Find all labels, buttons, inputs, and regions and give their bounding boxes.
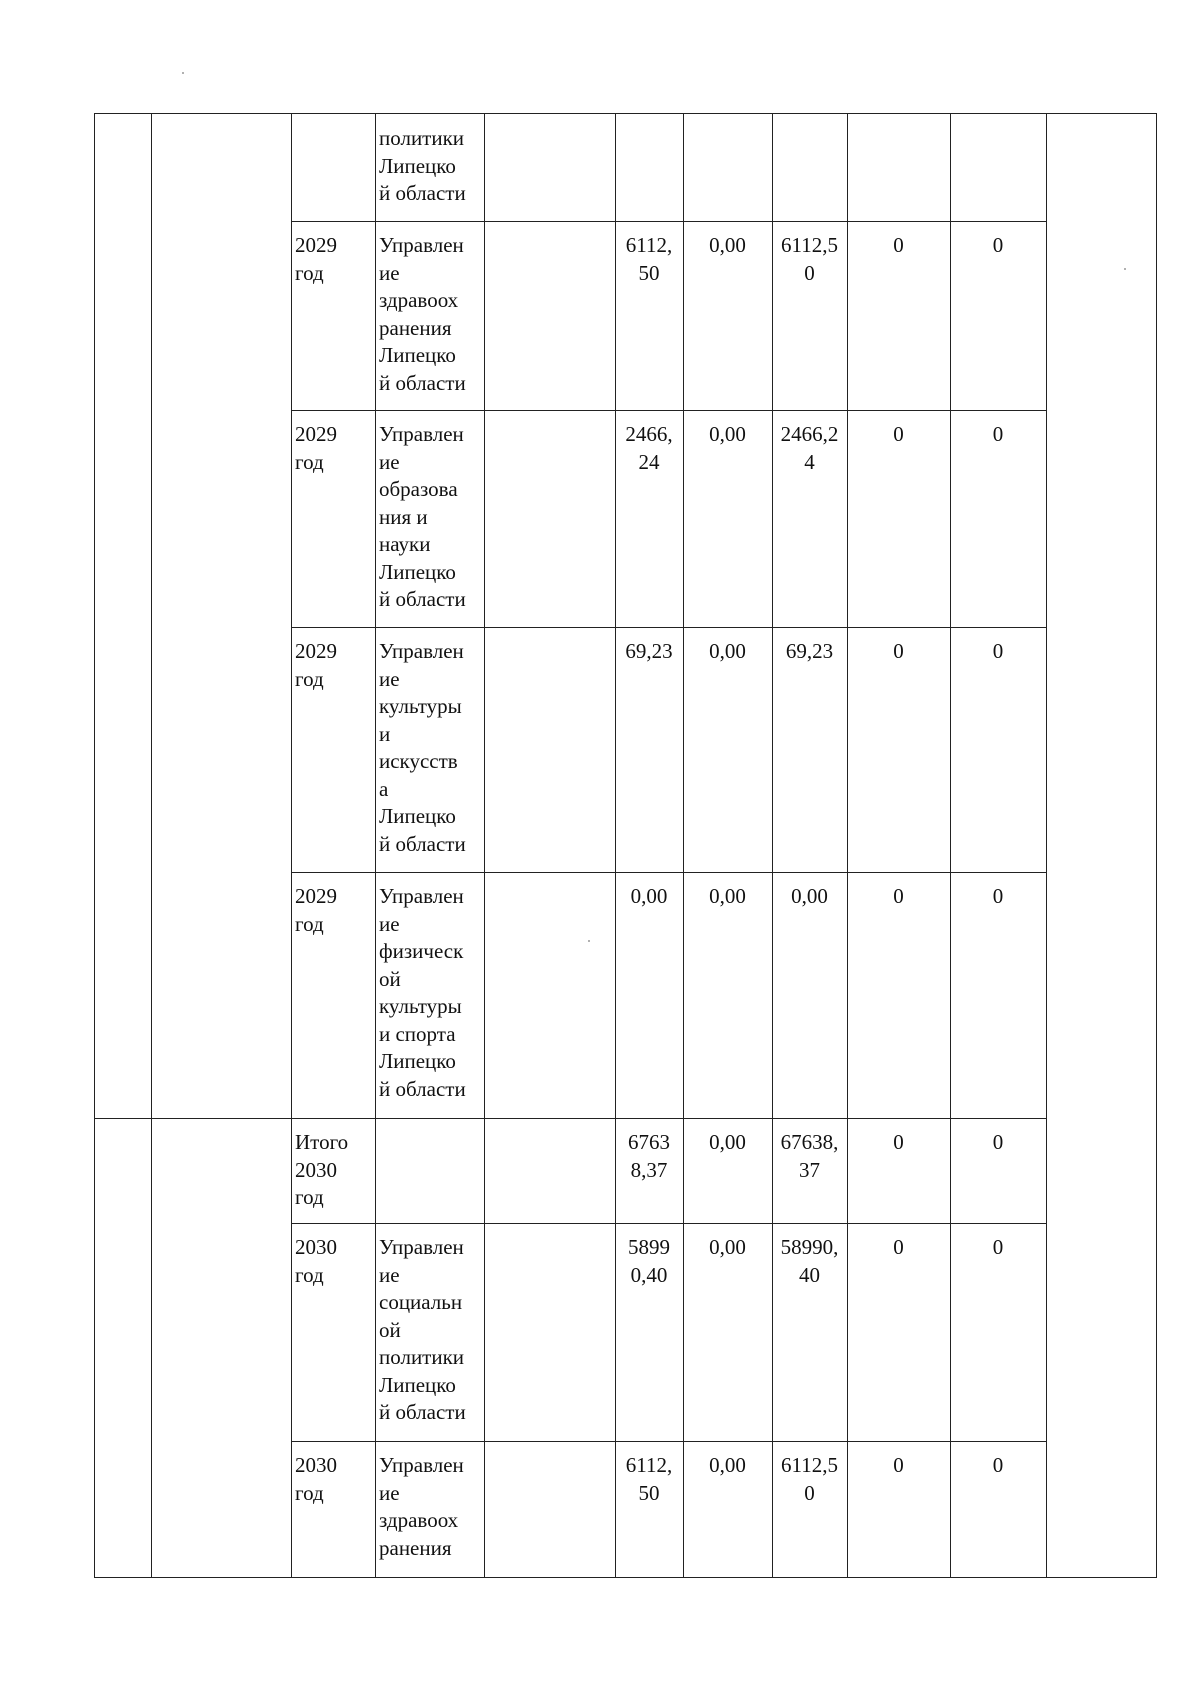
regional-cell: 6112,5 0 — [781, 1453, 838, 1505]
year-cell: 2029 год — [295, 233, 337, 285]
total-cell: 69,23 — [625, 639, 673, 663]
executor-cell: Управлен ие социальн ой политики Липецко й области — [379, 1235, 466, 1424]
scan-speck — [588, 940, 590, 942]
total-cell: 6112, 50 — [625, 233, 673, 285]
other-cell: 0 — [992, 1235, 1004, 1259]
other-cell: 0 — [992, 639, 1004, 663]
year-cell: 2029 год — [295, 422, 337, 474]
regional-cell: 69,23 — [785, 639, 834, 663]
year-cell: 2029 год — [295, 884, 337, 936]
year-cell: Итого 2030 год — [295, 1130, 349, 1209]
local-cell: 0 — [893, 233, 904, 257]
local-cell: 0 — [893, 639, 904, 663]
executor-cell: Управлен ие здравоох ранения Липецко й области — [379, 233, 466, 395]
regional-cell: 58990, 40 — [780, 1235, 839, 1287]
other-cell: 0 — [992, 884, 1004, 908]
total-cell: 0,00 — [630, 884, 668, 908]
regional-cell: 67638, 37 — [780, 1130, 839, 1182]
executor-cell: Управлен ие культуры и искусств а Липецко й области — [379, 639, 466, 856]
local-cell: 0 — [893, 884, 904, 908]
other-cell: 0 — [992, 233, 1004, 257]
other-cell: 0 — [992, 1453, 1004, 1477]
local-cell: 0 — [893, 1130, 904, 1154]
total-cell: 5899 0,40 — [628, 1235, 670, 1287]
executor-cell: Управлен ие здравоох ранения — [379, 1453, 464, 1560]
other-cell: 0 — [992, 422, 1004, 446]
total-cell: 6763 8,37 — [628, 1130, 670, 1182]
local-cell: 0 — [893, 1453, 904, 1477]
scan-speck — [182, 72, 184, 74]
regional-cell: 6112,5 0 — [781, 233, 838, 285]
year-cell: 2029 год — [295, 639, 337, 691]
regional-cell: 0,00 — [791, 884, 828, 908]
total-cell: 6112, 50 — [625, 1453, 673, 1505]
federal-cell: 0,00 — [709, 233, 746, 257]
year-cell: 2030 год — [295, 1453, 337, 1505]
federal-cell: 0,00 — [709, 422, 746, 446]
executor-cell: Управлен ие физическ ой культуры и спорта Липецко й области — [379, 884, 466, 1101]
local-cell: 0 — [893, 1235, 904, 1259]
federal-cell: 0,00 — [709, 1453, 746, 1477]
scan-speck — [1124, 268, 1126, 270]
federal-cell: 0,00 — [709, 1130, 746, 1154]
federal-cell: 0,00 — [709, 884, 746, 908]
local-cell: 0 — [893, 422, 904, 446]
federal-cell: 0,00 — [709, 1235, 746, 1259]
executor-cell: Управлен ие образова ния и науки Липецко й области — [379, 422, 466, 611]
year-cell: 2030 год — [295, 1235, 337, 1287]
other-cell: 0 — [992, 1130, 1004, 1154]
executor-cell: политики Липецко й области — [379, 126, 466, 205]
regional-cell: 2466,2 4 — [780, 422, 839, 474]
total-cell: 2466, 24 — [625, 422, 673, 474]
federal-cell: 0,00 — [709, 639, 746, 663]
